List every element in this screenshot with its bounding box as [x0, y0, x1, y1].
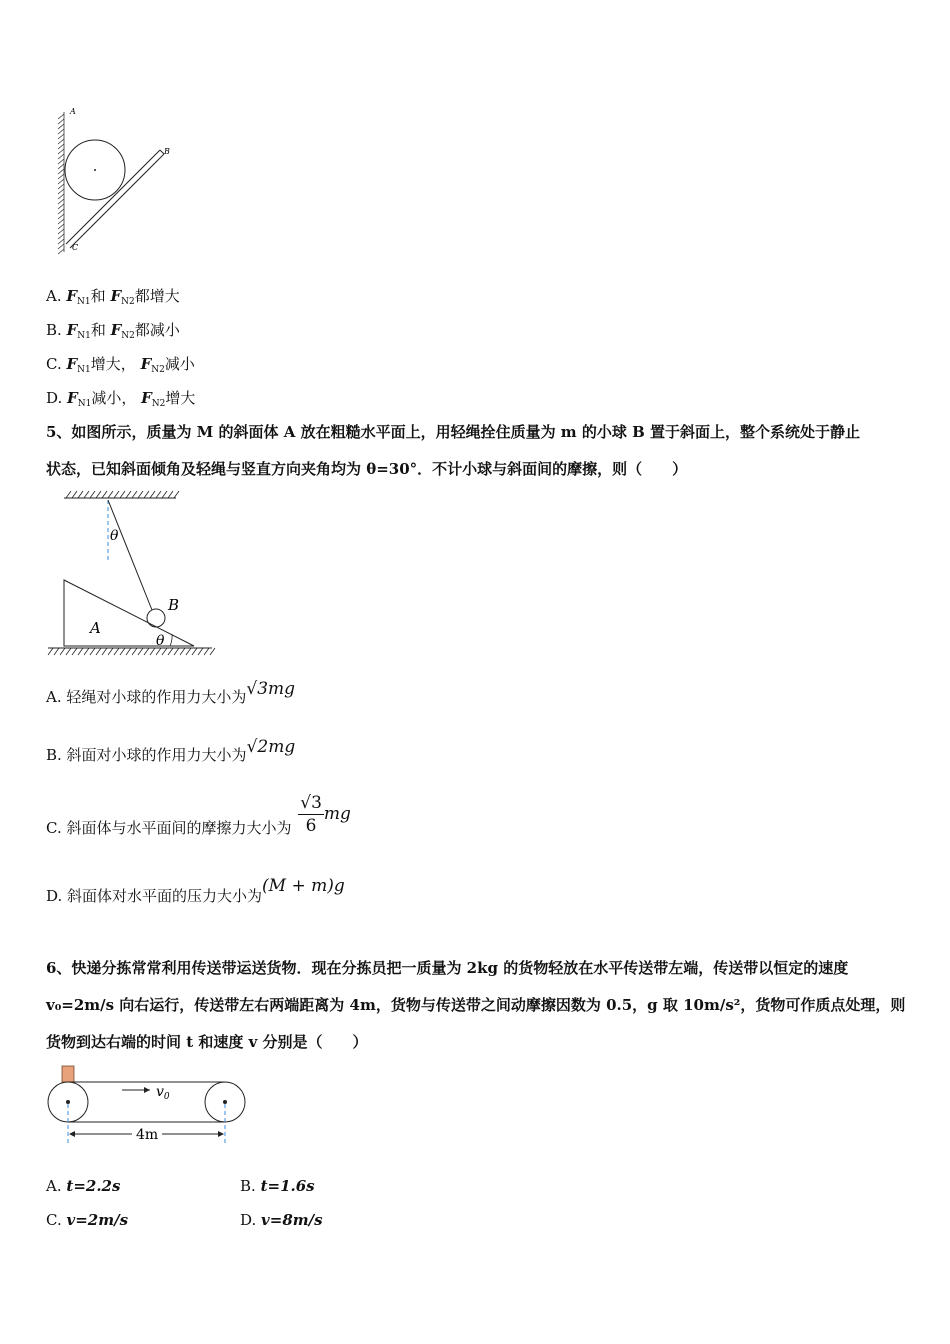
q5-option-b: B. 斜面对小球的作用力大小为√2mg: [46, 737, 296, 764]
q4-option: B. $F_{N1}$和 $F_{N2}$都减小: [46, 321, 180, 341]
conveyor-belt-figure: [44, 1064, 250, 1146]
q6-option-a: A. t=2.2s: [46, 1177, 121, 1195]
fraction-numerator: √3: [300, 793, 322, 813]
option-c-tail: mg: [323, 804, 351, 824]
q4-option: C. $F_{N1}$增大， $F_{N2}$减小: [46, 355, 195, 375]
label-b: B: [164, 147, 170, 156]
option-a-math: √3mg: [246, 679, 296, 699]
velocity-label: $v_0$: [156, 1084, 170, 1102]
label-a: A: [70, 107, 76, 116]
label-a: A: [90, 619, 101, 637]
q5-stem-line2: 状态，已知斜面倾角及轻绳与竖直方向夹角均为 θ=30°．不计小球与斜面间的摩擦，则（ ）: [46, 460, 688, 478]
label-b: B: [168, 596, 180, 614]
fraction-denominator: 6: [305, 816, 317, 836]
q5-option-c: C. 斜面体与水平面间的摩擦力大小为 $\frac{√3}{6}$ mg: [46, 793, 351, 837]
q6-stem-line1: 6、快递分拣常常利用传送带运送货物．现在分拣员把一质量为 2kg 的货物轻放在水平传送带左端，传送带以恒定的速度: [46, 959, 849, 977]
q6-stem-line2: v₀=2m/s 向右运行，传送带左右两端距离为 4m，货物与传送带之间动摩擦因数为 0.5，g 取 10m/s²，货物可作质点处理，则: [46, 996, 906, 1014]
theta-top: θ: [110, 528, 119, 544]
label-c: C: [72, 243, 79, 252]
q5-option-d: D. 斜面体对水平面的压力大小为(M + m)g: [46, 876, 345, 905]
q6-option-d: D. v=8m/s: [240, 1211, 323, 1229]
q4-option: A. $F_{N1}$和 $F_{N2}$都增大: [46, 287, 180, 307]
q4-option: D. $F_{N1}$减小， $F_{N2}$增大: [46, 389, 196, 409]
q6-stem-line3: 货物到达右端的时间 t 和速度 v 分别是（ ）: [46, 1033, 368, 1051]
fraction: [298, 792, 324, 837]
q6-option-c: C. v=2m/s: [46, 1211, 129, 1229]
distance-label: 4m: [136, 1127, 159, 1143]
q5-option-a: A. 轻绳对小球的作用力大小为√3mg: [46, 679, 296, 706]
q5-stem-line1: 5、如图所示，质量为 M 的斜面体 A 放在粗糙水平面上，用轻绳拴住质量为 m 的小球 B 置于斜面上，整个系统处于静止: [46, 423, 861, 441]
option-b-math: √2mg: [246, 737, 296, 757]
theta-bottom: θ: [156, 633, 165, 649]
wall-ball-board-figure: [52, 104, 182, 256]
incline-ball-figure: [46, 488, 218, 658]
option-d-math: (M + m)g: [262, 876, 345, 896]
q6-option-b: B. t=1.6s: [240, 1177, 315, 1195]
